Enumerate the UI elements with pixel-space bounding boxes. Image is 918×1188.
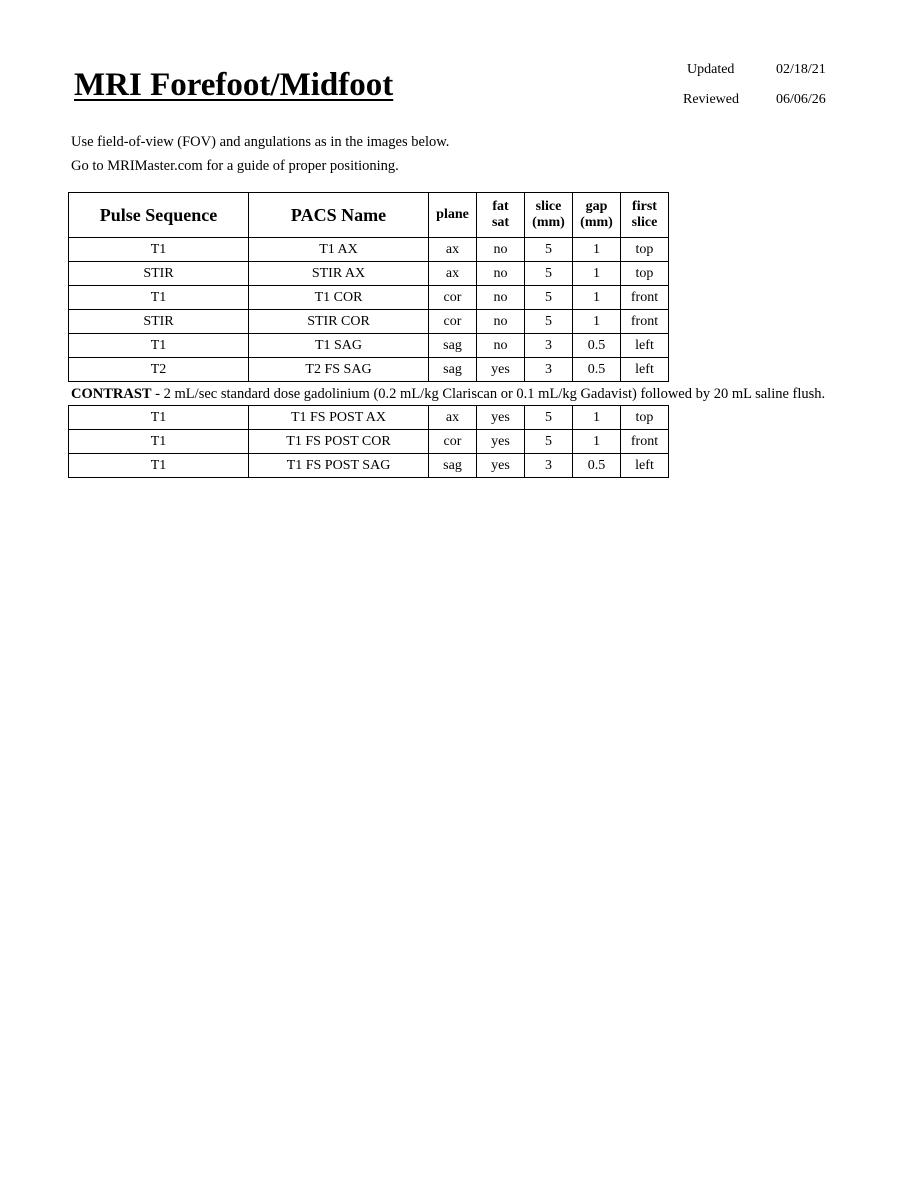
- cell-pacs-name: T1 FS POST COR: [249, 430, 429, 454]
- cell-pulse-sequence: STIR: [69, 310, 249, 334]
- cell-first-slice: left: [621, 454, 669, 478]
- col-header-gap-line2: (mm): [580, 215, 613, 230]
- cell-pulse-sequence: T1: [69, 406, 249, 430]
- cell-slice-mm: 5: [525, 310, 573, 334]
- intro-positioning-text: Go to MRIMaster.com for a guide of proper positioning.: [71, 158, 399, 174]
- cell-first-slice: top: [621, 238, 669, 262]
- cell-slice-mm: 3: [525, 358, 573, 382]
- col-header-slice-line2: (mm): [532, 215, 565, 230]
- cell-fat-sat: yes: [477, 406, 525, 430]
- table-row: [69, 262, 669, 286]
- post-contrast-rows: [69, 406, 669, 478]
- cell-fat-sat: no: [477, 334, 525, 358]
- cell-pacs-name: T2 FS SAG: [249, 358, 429, 382]
- pre-contrast-rows: [69, 238, 669, 382]
- intro-fov-text: Use field-of-view (FOV) and angulations as in the images below.: [71, 134, 450, 150]
- cell-gap-mm: 1: [573, 286, 621, 310]
- table-row: [69, 310, 669, 334]
- cell-pacs-name: T1 COR: [249, 286, 429, 310]
- table-row: [69, 406, 669, 430]
- table-row: [69, 286, 669, 310]
- col-header-slice: [525, 193, 573, 238]
- cell-slice-mm: 5: [525, 262, 573, 286]
- cell-gap-mm: 1: [573, 238, 621, 262]
- cell-pulse-sequence: T2: [69, 358, 249, 382]
- cell-plane: ax: [429, 238, 477, 262]
- cell-plane: sag: [429, 358, 477, 382]
- cell-first-slice: left: [621, 334, 669, 358]
- cell-fat-sat: yes: [477, 454, 525, 478]
- contrast-label: CONTRAST: [71, 386, 152, 402]
- col-header-gap: [573, 193, 621, 238]
- updated-date: 02/18/21: [776, 62, 826, 77]
- table-row: [69, 358, 669, 382]
- cell-plane: ax: [429, 262, 477, 286]
- cell-fat-sat: yes: [477, 358, 525, 382]
- cell-first-slice: front: [621, 286, 669, 310]
- table-row: [69, 430, 669, 454]
- cell-first-slice: front: [621, 430, 669, 454]
- reviewed-label: Reviewed: [683, 92, 739, 107]
- table-row: [69, 334, 669, 358]
- cell-plane: sag: [429, 454, 477, 478]
- table-row: [69, 238, 669, 262]
- col-header-fat-sat-line2: sat: [491, 215, 510, 230]
- cell-plane: cor: [429, 286, 477, 310]
- updated-label: Updated: [687, 62, 735, 77]
- col-header-gap-line1: gap: [585, 199, 608, 214]
- cell-pacs-name: STIR AX: [249, 262, 429, 286]
- col-header-slice-line1: slice: [535, 199, 562, 214]
- col-header-first-slice-line2: slice: [631, 215, 658, 230]
- cell-fat-sat: no: [477, 238, 525, 262]
- protocol-table: [68, 192, 669, 382]
- cell-pulse-sequence: T1: [69, 430, 249, 454]
- cell-pulse-sequence: STIR: [69, 262, 249, 286]
- post-contrast-table: [68, 405, 669, 478]
- cell-gap-mm: 0.5: [573, 454, 621, 478]
- cell-fat-sat: no: [477, 286, 525, 310]
- cell-first-slice: top: [621, 262, 669, 286]
- col-header-plane: plane: [429, 193, 477, 238]
- cell-gap-mm: 1: [573, 406, 621, 430]
- cell-fat-sat: yes: [477, 430, 525, 454]
- cell-fat-sat: no: [477, 310, 525, 334]
- cell-pulse-sequence: T1: [69, 286, 249, 310]
- cell-pulse-sequence: T1: [69, 238, 249, 262]
- col-header-first-slice: [621, 193, 669, 238]
- cell-slice-mm: 5: [525, 286, 573, 310]
- cell-plane: sag: [429, 334, 477, 358]
- cell-gap-mm: 0.5: [573, 334, 621, 358]
- cell-gap-mm: 1: [573, 262, 621, 286]
- cell-plane: cor: [429, 430, 477, 454]
- cell-pacs-name: STIR COR: [249, 310, 429, 334]
- table-row: [69, 454, 669, 478]
- cell-pacs-name: T1 FS POST SAG: [249, 454, 429, 478]
- contrast-text: - 2 mL/sec standard dose gadolinium (0.2 mL/kg Clariscan or 0.1 mL/kg Gadavist) followed by 20 mL saline flush.: [151, 386, 826, 402]
- contrast-note: [71, 386, 825, 402]
- cell-pulse-sequence: T1: [69, 454, 249, 478]
- reviewed-date: 06/06/26: [776, 92, 826, 107]
- cell-slice-mm: 5: [525, 238, 573, 262]
- col-header-pacs-name: PACS Name: [249, 193, 429, 238]
- cell-first-slice: left: [621, 358, 669, 382]
- page-title: MRI Forefoot/Midfoot: [74, 67, 394, 103]
- cell-plane: cor: [429, 310, 477, 334]
- cell-slice-mm: 3: [525, 454, 573, 478]
- cell-gap-mm: 1: [573, 310, 621, 334]
- cell-pulse-sequence: T1: [69, 334, 249, 358]
- cell-slice-mm: 3: [525, 334, 573, 358]
- cell-fat-sat: no: [477, 262, 525, 286]
- cell-pacs-name: T1 AX: [249, 238, 429, 262]
- cell-pacs-name: T1 FS POST AX: [249, 406, 429, 430]
- cell-slice-mm: 5: [525, 406, 573, 430]
- col-header-fat-sat: [477, 193, 525, 238]
- cell-gap-mm: 0.5: [573, 358, 621, 382]
- cell-slice-mm: 5: [525, 430, 573, 454]
- table-header-row: [69, 193, 669, 238]
- cell-gap-mm: 1: [573, 430, 621, 454]
- cell-pacs-name: T1 SAG: [249, 334, 429, 358]
- cell-plane: ax: [429, 406, 477, 430]
- col-header-fat-sat-line1: fat: [492, 199, 509, 214]
- cell-first-slice: front: [621, 310, 669, 334]
- cell-first-slice: top: [621, 406, 669, 430]
- col-header-pulse-sequence: Pulse Sequence: [69, 193, 249, 238]
- col-header-first-slice-line1: first: [632, 199, 657, 214]
